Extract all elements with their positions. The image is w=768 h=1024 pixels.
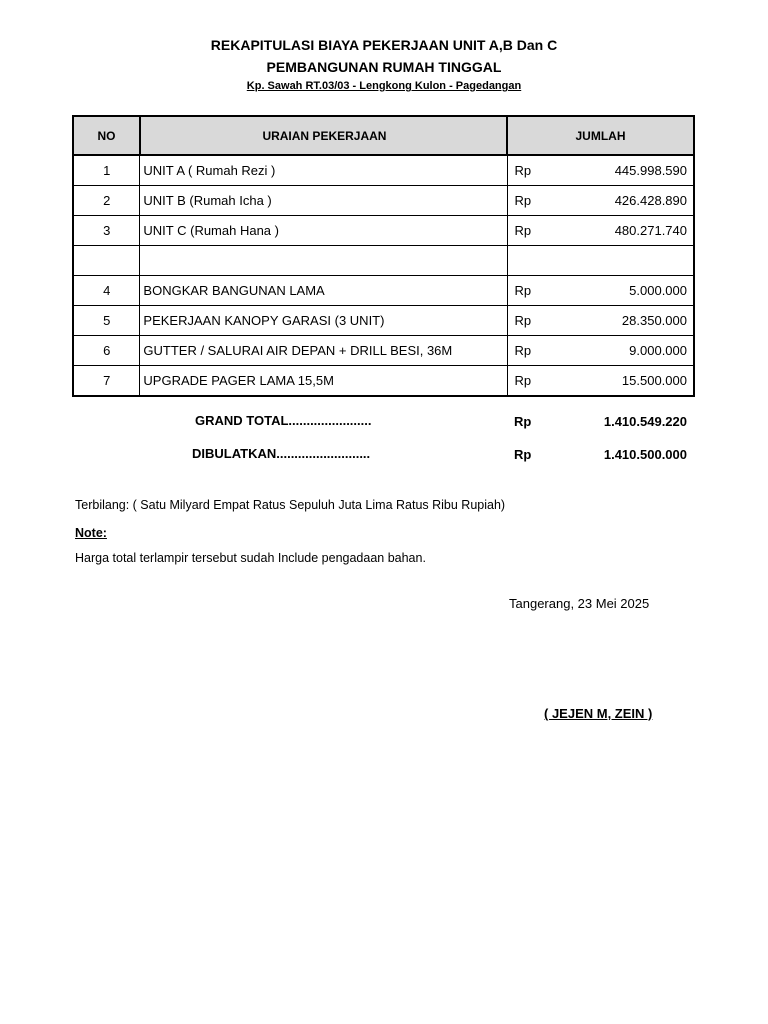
page-subtitle: PEMBANGUNAN RUMAH TINGGAL (266, 59, 502, 75)
row-number: 1 (73, 155, 140, 186)
table-row (73, 336, 694, 366)
row-number: 6 (73, 336, 140, 366)
row-amount-cell (507, 186, 694, 216)
table-row (73, 366, 694, 397)
row-amount-cell (507, 216, 694, 246)
row-description: UPGRADE PAGER LAMA 15,5M (140, 366, 507, 397)
header-no: NO (73, 116, 140, 155)
row-currency: Rp (514, 193, 532, 208)
rounded-total-value: 1.410.500.000 (603, 447, 687, 462)
grand-total-value: 1.410.549.220 (603, 414, 687, 429)
row-number: 3 (73, 216, 140, 246)
row-amount: 28.350.000 (621, 313, 687, 328)
row-currency: Rp (514, 163, 532, 178)
row-amount-cell (507, 276, 694, 306)
row-currency: Rp (514, 373, 532, 388)
header-description: URAIAN PEKERJAAN (140, 116, 507, 155)
table-row (73, 216, 694, 246)
row-amount: 5.000.000 (629, 283, 687, 298)
note-text: Harga total terlampir tersebut sudah Include pengadaan bahan. (75, 551, 426, 565)
project-address: Kp. Sawah RT.03/03 - Lengkong Kulon - Pagedangan (246, 80, 522, 92)
table-row (73, 306, 694, 336)
page-title: REKAPITULASI BIAYA PEKERJAAN UNIT A,B Dan C (210, 37, 558, 53)
row-description: BONGKAR BANGUNAN LAMA (140, 276, 507, 306)
row-currency: Rp (514, 313, 532, 328)
place-date: Tangerang, 23 Mei 2025 (509, 596, 650, 611)
grand-total-label: GRAND TOTAL....................... (195, 413, 372, 428)
row-currency: Rp (514, 223, 532, 238)
row-description: UNIT A ( Rumah Rezi ) (140, 155, 507, 186)
grand-total-currency: Rp (514, 414, 532, 429)
row-amount: 480.271.740 (614, 223, 687, 238)
signatory-name: ( JEJEN M, ZEIN ) (544, 706, 653, 721)
row-amount-cell (507, 155, 694, 186)
table-header-row (73, 116, 694, 155)
row-amount: 9.000.000 (629, 343, 687, 358)
note-label: Note: (75, 526, 107, 540)
row-currency: Rp (514, 343, 532, 358)
rounded-total-currency: Rp (514, 447, 532, 462)
table-row (73, 155, 694, 186)
row-amount-cell (507, 306, 694, 336)
row-description (140, 246, 507, 276)
row-number: 4 (73, 276, 140, 306)
row-description: PEKERJAAN KANOPY GARASI (3 UNIT) (140, 306, 507, 336)
row-number: 2 (73, 186, 140, 216)
row-description: GUTTER / SALURAI AIR DEPAN + DRILL BESI, 36M (140, 336, 507, 366)
row-currency: Rp (514, 283, 532, 298)
row-amount-cell (507, 336, 694, 366)
table-row (73, 246, 694, 276)
row-description: UNIT C (Rumah Hana ) (140, 216, 507, 246)
row-number: 7 (73, 366, 140, 397)
row-description: UNIT B (Rumah Icha ) (140, 186, 507, 216)
row-number: 5 (73, 306, 140, 336)
rounded-total-label: DIBULATKAN.......................... (192, 446, 371, 461)
row-number (73, 246, 140, 276)
table-row (73, 276, 694, 306)
table-row (73, 186, 694, 216)
row-amount-cell (507, 246, 694, 276)
amount-in-words: Terbilang: ( Satu Milyard Empat Ratus Sepuluh Juta Lima Ratus Ribu Rupiah) (75, 498, 506, 512)
row-amount: 426.428.890 (614, 193, 687, 208)
cost-summary-table (72, 115, 695, 397)
header-amount: JUMLAH (507, 116, 694, 155)
row-amount: 15.500.000 (621, 373, 687, 388)
row-amount-cell (507, 366, 694, 397)
row-amount: 445.998.590 (614, 163, 687, 178)
